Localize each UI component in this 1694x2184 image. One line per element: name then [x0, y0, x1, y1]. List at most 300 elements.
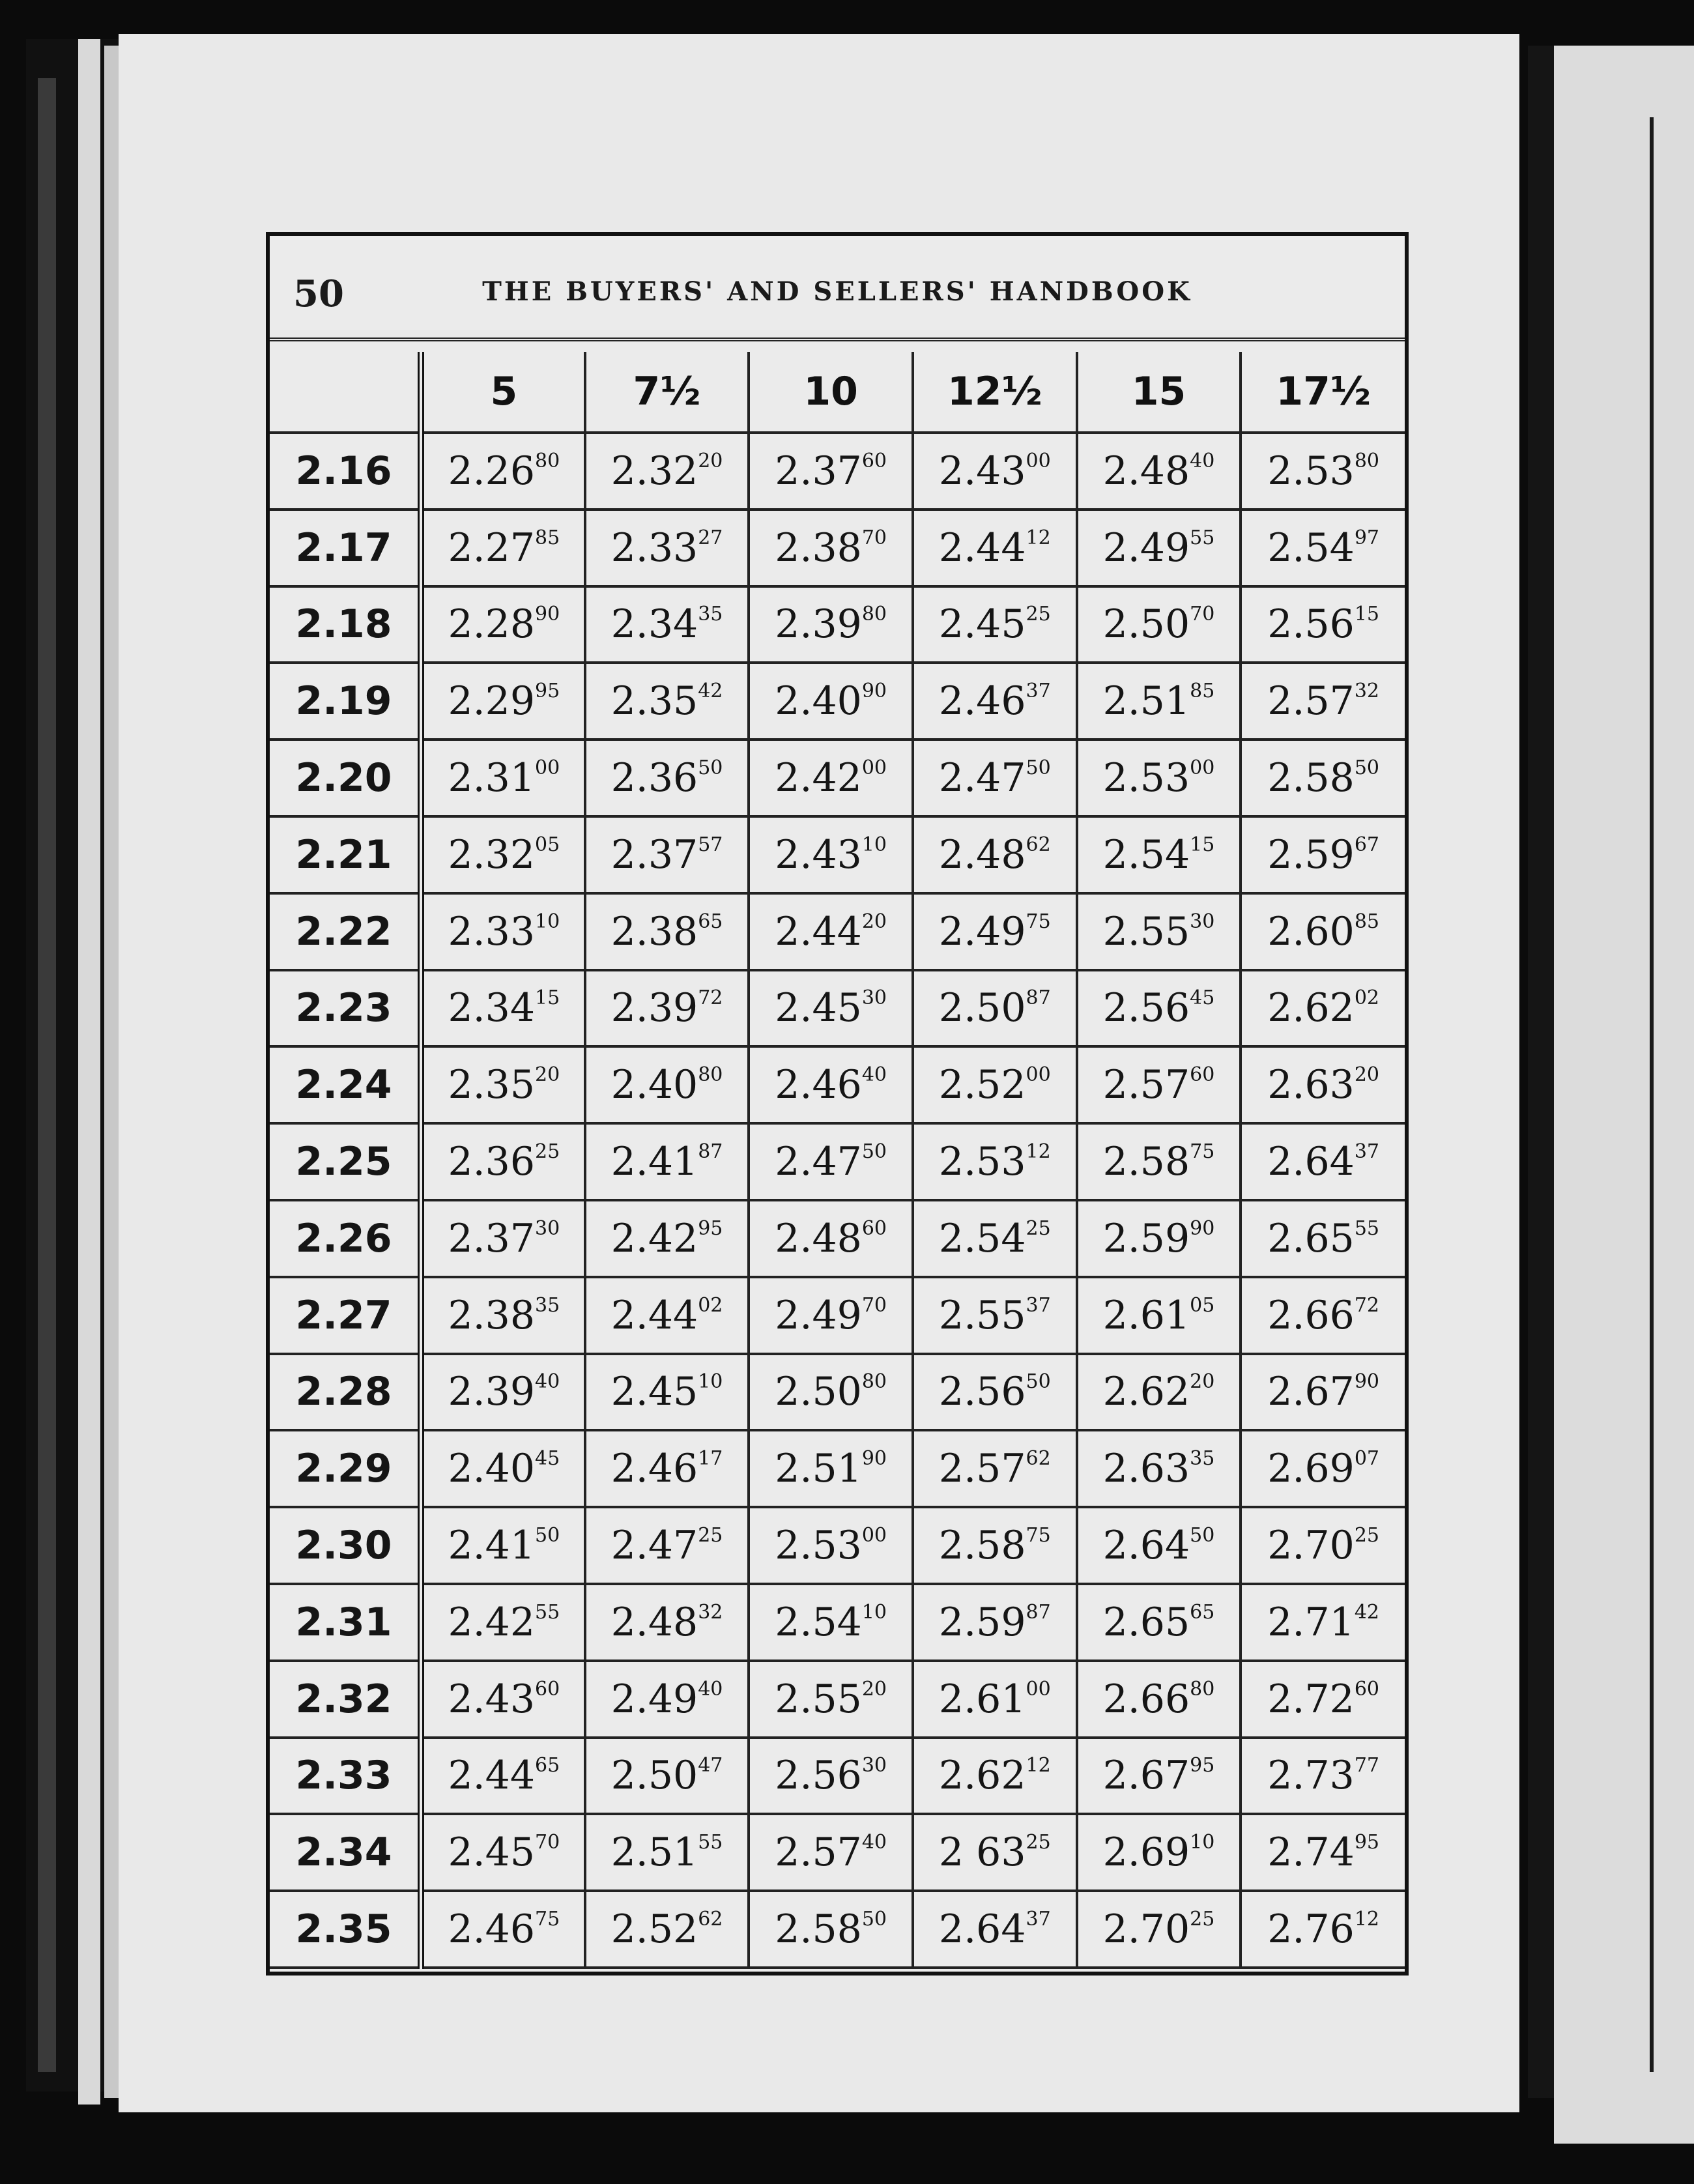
price-fraction: 00	[861, 1524, 887, 1547]
row-label: 2.33	[270, 1738, 421, 1815]
row-label: 2.22	[270, 893, 421, 970]
price-cell	[913, 1430, 1077, 1507]
price-fraction: 00	[535, 756, 560, 780]
price-fraction: 87	[1026, 1600, 1051, 1624]
price-cell	[421, 1738, 585, 1815]
price-dollars: 2.59	[1102, 1215, 1190, 1261]
price-cell	[1077, 586, 1241, 663]
row-label: 2.28	[270, 1354, 421, 1431]
table-row	[270, 1200, 1405, 1277]
price-fraction: 00	[861, 756, 887, 780]
price-fraction: 20	[698, 449, 723, 472]
page-header	[270, 236, 1405, 341]
price-cell	[1077, 1661, 1241, 1738]
price-fraction: 00	[1026, 449, 1051, 472]
price-cell	[913, 1814, 1077, 1891]
price-fraction: 20	[1354, 1063, 1380, 1087]
column-header-row	[270, 352, 1405, 433]
price-dollars: 2.73	[1267, 1753, 1355, 1799]
price-fraction: 37	[1026, 1908, 1051, 1931]
price-cell	[421, 1507, 585, 1584]
price-fraction: 45	[535, 1447, 560, 1471]
price-cell	[585, 433, 749, 510]
row-label: 2.34	[270, 1814, 421, 1891]
price-fraction: 42	[698, 680, 723, 703]
price-fraction: 55	[698, 1831, 723, 1854]
price-cell	[913, 816, 1077, 893]
price-fraction: 85	[1354, 910, 1380, 933]
price-cell	[913, 1891, 1077, 1968]
table-row	[270, 1277, 1405, 1354]
price-cell	[585, 740, 749, 816]
price-dollars: 2.49	[775, 1292, 862, 1338]
row-label: 2.25	[270, 1123, 421, 1200]
row-label: 2.30	[270, 1507, 421, 1584]
price-dollars: 2 63	[938, 1830, 1026, 1876]
price-cell	[1241, 1123, 1405, 1200]
price-cell	[749, 1200, 913, 1277]
price-fraction: 35	[535, 1293, 560, 1317]
price-dollars: 2.42	[775, 755, 862, 801]
price-fraction: 47	[698, 1754, 723, 1777]
price-cell	[585, 1277, 749, 1354]
price-cell	[749, 1661, 913, 1738]
price-fraction: 30	[535, 1216, 560, 1240]
price-fraction: 95	[1190, 1754, 1215, 1777]
price-cell	[1241, 510, 1405, 586]
price-fraction: 60	[1354, 1677, 1380, 1701]
table-row	[270, 740, 1405, 816]
price-fraction: 95	[535, 680, 560, 703]
price-dollars: 2.58	[1102, 1139, 1190, 1185]
price-dollars: 2.50	[1102, 601, 1190, 648]
price-fraction: 50	[698, 756, 723, 780]
price-cell	[585, 816, 749, 893]
price-dollars: 2.39	[448, 1369, 536, 1415]
price-dollars: 2.54	[938, 1215, 1026, 1261]
table-row	[270, 663, 1405, 740]
price-cell	[749, 510, 913, 586]
price-fraction: 17	[698, 1447, 723, 1471]
price-cell	[421, 740, 585, 816]
price-dollars: 2.59	[1267, 831, 1355, 878]
price-fraction: 90	[1354, 1370, 1380, 1394]
price-fraction: 67	[1354, 833, 1380, 856]
price-fraction: 40	[861, 1063, 887, 1087]
price-dollars: 2.36	[448, 1139, 536, 1185]
price-fraction: 80	[1190, 1677, 1215, 1701]
table-row	[270, 1584, 1405, 1661]
price-fraction: 10	[861, 833, 887, 856]
price-dollars: 2.44	[775, 908, 862, 955]
price-cell	[913, 740, 1077, 816]
price-cell	[1241, 1584, 1405, 1661]
price-cell	[749, 433, 913, 510]
price-fraction: 80	[1354, 449, 1380, 472]
row-label: 2.27	[270, 1277, 421, 1354]
price-dollars: 2.46	[610, 1446, 698, 1492]
price-fraction: 62	[1026, 1447, 1051, 1471]
price-cell	[421, 1200, 585, 1277]
price-cell	[421, 1584, 585, 1661]
price-cell	[585, 1738, 749, 1815]
price-cell	[913, 893, 1077, 970]
price-fraction: 37	[1354, 1140, 1380, 1164]
price-cell	[585, 1430, 749, 1507]
price-fraction: 50	[1026, 756, 1051, 780]
price-dollars: 2.62	[1267, 985, 1355, 1031]
row-label: 2.32	[270, 1661, 421, 1738]
price-fraction: 10	[535, 910, 560, 933]
price-dollars: 2.70	[1267, 1523, 1355, 1569]
price-dollars: 2.45	[938, 601, 1026, 648]
row-label: 2.18	[270, 586, 421, 663]
price-dollars: 2.61	[938, 1676, 1026, 1722]
price-dollars: 2.67	[1267, 1369, 1355, 1415]
price-cell	[585, 970, 749, 1047]
row-label: 2.31	[270, 1584, 421, 1661]
price-cell	[749, 663, 913, 740]
facing-page	[1554, 46, 1694, 2144]
price-cell	[585, 1661, 749, 1738]
price-dollars: 2.43	[448, 1676, 536, 1722]
price-dollars: 2.48	[610, 1599, 698, 1645]
price-fraction: 12	[1354, 1908, 1380, 1931]
price-fraction: 12	[1026, 1140, 1051, 1164]
price-dollars: 2.64	[1267, 1139, 1355, 1185]
price-cell	[1241, 816, 1405, 893]
price-fraction: 50	[535, 1524, 560, 1547]
price-dollars: 2.55	[775, 1676, 862, 1722]
price-fraction: 70	[1190, 603, 1215, 626]
price-cell	[1241, 1354, 1405, 1431]
price-cell	[913, 1661, 1077, 1738]
price-dollars: 2.58	[938, 1523, 1026, 1569]
table-row	[270, 1430, 1405, 1507]
price-cell	[749, 893, 913, 970]
price-dollars: 2.46	[775, 1062, 862, 1108]
price-cell	[585, 1354, 749, 1431]
price-dollars: 2.41	[610, 1139, 698, 1185]
column-header: 10	[749, 352, 913, 433]
price-fraction: 72	[698, 986, 723, 1010]
price-cell	[1077, 1354, 1241, 1431]
price-fraction: 32	[1354, 680, 1380, 703]
price-fraction: 20	[861, 910, 887, 933]
price-fraction: 50	[1026, 1370, 1051, 1394]
table-row	[270, 1738, 1405, 1815]
price-dollars: 2.57	[775, 1830, 862, 1876]
price-cell	[1077, 740, 1241, 816]
price-fraction: 25	[1026, 603, 1051, 626]
price-fraction: 55	[1354, 1216, 1380, 1240]
price-cell	[421, 1430, 585, 1507]
price-cell	[585, 1584, 749, 1661]
price-cell	[1241, 663, 1405, 740]
price-cell	[1241, 433, 1405, 510]
price-fraction: 40	[1190, 449, 1215, 472]
price-cell	[421, 663, 585, 740]
price-dollars: 2.65	[1267, 1215, 1355, 1261]
price-cell	[1241, 1277, 1405, 1354]
price-dollars: 2.51	[1102, 678, 1190, 725]
price-dollars: 2.61	[1102, 1292, 1190, 1338]
price-fraction: 00	[1026, 1063, 1051, 1087]
price-fraction: 20	[535, 1063, 560, 1087]
price-fraction: 80	[861, 1370, 887, 1394]
price-fraction: 80	[698, 1063, 723, 1087]
price-dollars: 2.62	[938, 1753, 1026, 1799]
table-row	[270, 1814, 1405, 1891]
price-dollars: 2.36	[610, 755, 698, 801]
price-fraction: 90	[861, 1447, 887, 1471]
price-dollars: 2.49	[938, 908, 1026, 955]
price-dollars: 2.41	[448, 1523, 536, 1569]
price-cell	[1077, 1738, 1241, 1815]
price-dollars: 2.40	[448, 1446, 536, 1492]
price-cell	[585, 586, 749, 663]
column-header: 17½	[1241, 352, 1405, 433]
price-cell	[1241, 1738, 1405, 1815]
price-cell	[1241, 1046, 1405, 1123]
price-cell	[1077, 1123, 1241, 1200]
price-cell	[1077, 1507, 1241, 1584]
table-row	[270, 1507, 1405, 1584]
price-dollars: 2.53	[775, 1523, 862, 1569]
price-dollars: 2.70	[1102, 1906, 1190, 1953]
price-cell	[1241, 1430, 1405, 1507]
price-dollars: 2.57	[1267, 678, 1355, 725]
row-label: 2.19	[270, 663, 421, 740]
price-fraction: 25	[698, 1524, 723, 1547]
table-row	[270, 510, 1405, 586]
price-dollars: 2.45	[775, 985, 862, 1031]
price-cell	[1077, 510, 1241, 586]
price-cell	[1077, 1430, 1241, 1507]
price-cell	[421, 1661, 585, 1738]
price-dollars: 2.57	[938, 1446, 1026, 1492]
price-fraction: 60	[535, 1677, 560, 1701]
price-cell	[421, 1891, 585, 1968]
price-dollars: 2.45	[610, 1369, 698, 1415]
price-dollars: 2.40	[775, 678, 862, 725]
price-dollars: 2.32	[448, 831, 536, 878]
price-fraction: 35	[1190, 1447, 1215, 1471]
price-cell	[749, 816, 913, 893]
table-row	[270, 893, 1405, 970]
price-cell	[585, 1891, 749, 1968]
price-cell	[421, 816, 585, 893]
price-dollars: 2.27	[448, 524, 536, 571]
price-cell	[913, 663, 1077, 740]
price-dollars: 2.35	[448, 1062, 536, 1108]
price-dollars: 2.43	[775, 831, 862, 878]
price-cell	[585, 1046, 749, 1123]
price-cell	[913, 1123, 1077, 1200]
price-fraction: 15	[535, 986, 560, 1010]
price-dollars: 2.45	[448, 1830, 536, 1876]
price-dollars: 2.53	[1267, 448, 1355, 494]
price-fraction: 40	[698, 1677, 723, 1701]
price-fraction: 70	[861, 526, 887, 549]
price-fraction: 97	[1354, 526, 1380, 549]
price-fraction: 30	[1190, 910, 1215, 933]
price-dollars: 2.28	[448, 601, 536, 648]
price-fraction: 05	[1190, 1293, 1215, 1317]
price-dollars: 2.53	[1102, 755, 1190, 801]
price-fraction: 25	[1026, 1216, 1051, 1240]
price-cell	[421, 586, 585, 663]
price-fraction: 80	[861, 603, 887, 626]
price-cell	[913, 433, 1077, 510]
price-cell	[1241, 1661, 1405, 1738]
row-label: 2.21	[270, 816, 421, 893]
price-cell	[1241, 586, 1405, 663]
price-dollars: 2.53	[938, 1139, 1026, 1185]
price-dollars: 2.38	[775, 524, 862, 571]
price-dollars: 2.39	[610, 985, 698, 1031]
price-cell	[421, 1123, 585, 1200]
price-dollars: 2.48	[1102, 448, 1190, 494]
price-fraction: 90	[861, 680, 887, 703]
row-label: 2.16	[270, 433, 421, 510]
price-dollars: 2.52	[610, 1906, 698, 1953]
price-fraction: 50	[861, 1140, 887, 1164]
price-fraction: 95	[698, 1216, 723, 1240]
price-cell	[1077, 893, 1241, 970]
price-fraction: 07	[1354, 1447, 1380, 1471]
price-fraction: 30	[861, 986, 887, 1010]
price-fraction: 85	[535, 526, 560, 549]
price-cell	[913, 1738, 1077, 1815]
table-row	[270, 970, 1405, 1047]
price-dollars: 2.59	[938, 1599, 1026, 1645]
price-fraction: 70	[861, 1293, 887, 1317]
price-cell	[585, 1123, 749, 1200]
price-cell	[913, 1354, 1077, 1431]
price-fraction: 00	[1190, 756, 1215, 780]
table-row	[270, 1354, 1405, 1431]
price-dollars: 2.34	[610, 601, 698, 648]
price-fraction: 50	[1190, 1524, 1215, 1547]
price-dollars: 2.67	[1102, 1753, 1190, 1799]
price-dollars: 2.40	[610, 1062, 698, 1108]
price-cell	[1241, 1814, 1405, 1891]
price-fraction: 25	[1354, 1524, 1380, 1547]
price-fraction: 45	[1190, 986, 1215, 1010]
price-fraction: 05	[535, 833, 560, 856]
price-fraction: 50	[861, 1908, 887, 1931]
price-dollars: 2.64	[1102, 1523, 1190, 1569]
row-label: 2.17	[270, 510, 421, 586]
price-dollars: 2.56	[1102, 985, 1190, 1031]
price-cell	[1241, 970, 1405, 1047]
price-cell	[913, 1046, 1077, 1123]
price-fraction: 87	[698, 1140, 723, 1164]
page-edge-inner	[104, 46, 119, 2098]
price-dollars: 2.44	[448, 1753, 536, 1799]
facing-page-rule	[1650, 117, 1654, 2072]
price-dollars: 2.33	[610, 524, 698, 571]
price-dollars: 2.50	[610, 1753, 698, 1799]
price-dollars: 2.54	[1267, 524, 1355, 571]
price-dollars: 2.64	[938, 1906, 1026, 1953]
price-table	[270, 352, 1405, 1969]
row-label: 2.26	[270, 1200, 421, 1277]
price-dollars: 2.38	[448, 1292, 536, 1338]
row-label: 2.23	[270, 970, 421, 1047]
price-dollars: 2.47	[610, 1523, 698, 1569]
row-label: 2.29	[270, 1430, 421, 1507]
price-dollars: 2.58	[775, 1906, 862, 1953]
price-fraction: 40	[535, 1370, 560, 1394]
price-dollars: 2.32	[610, 448, 698, 494]
running-title: THE BUYERS' AND SELLERS' HANDBOOK	[482, 276, 1192, 307]
price-cell	[421, 1354, 585, 1431]
price-cell	[913, 1507, 1077, 1584]
price-cell	[749, 1814, 913, 1891]
price-dollars: 2.51	[610, 1830, 698, 1876]
price-fraction: 72	[1354, 1293, 1380, 1317]
price-dollars: 2.47	[775, 1139, 862, 1185]
table-frame	[266, 232, 1409, 1976]
price-cell	[749, 1891, 913, 1968]
price-cell	[1077, 433, 1241, 510]
price-fraction: 25	[535, 1140, 560, 1164]
price-fraction: 75	[1026, 910, 1051, 933]
price-cell	[749, 1046, 913, 1123]
price-fraction: 37	[1026, 680, 1051, 703]
price-dollars: 2.74	[1267, 1830, 1355, 1876]
price-fraction: 55	[535, 1600, 560, 1624]
price-fraction: 10	[861, 1600, 887, 1624]
price-fraction: 80	[535, 449, 560, 472]
price-cell	[1241, 740, 1405, 816]
price-dollars: 2.69	[1267, 1446, 1355, 1492]
price-dollars: 2.76	[1267, 1906, 1355, 1953]
price-fraction: 62	[698, 1908, 723, 1931]
price-fraction: 60	[1190, 1063, 1215, 1087]
price-dollars: 2.48	[938, 831, 1026, 878]
price-fraction: 37	[1026, 1293, 1051, 1317]
price-cell	[1077, 1046, 1241, 1123]
price-cell	[1077, 1891, 1241, 1968]
price-fraction: 65	[698, 910, 723, 933]
row-label: 2.35	[270, 1891, 421, 1968]
price-fraction: 75	[1190, 1140, 1215, 1164]
price-fraction: 95	[1354, 1831, 1380, 1854]
price-dollars: 2.33	[448, 908, 536, 955]
price-fraction: 60	[861, 1216, 887, 1240]
price-cell	[913, 586, 1077, 663]
table-body	[270, 433, 1405, 1968]
price-dollars: 2.56	[938, 1369, 1026, 1415]
price-dollars: 2.47	[938, 755, 1026, 801]
price-dollars: 2.46	[938, 678, 1026, 725]
price-cell	[1077, 1814, 1241, 1891]
price-dollars: 2.63	[1267, 1062, 1355, 1108]
price-cell	[1077, 663, 1241, 740]
price-fraction: 75	[535, 1908, 560, 1931]
price-fraction: 40	[861, 1831, 887, 1854]
price-dollars: 2.49	[1102, 524, 1190, 571]
price-fraction: 65	[1190, 1600, 1215, 1624]
column-header: 15	[1077, 352, 1241, 433]
price-cell	[913, 510, 1077, 586]
table-row	[270, 816, 1405, 893]
price-fraction: 50	[1354, 756, 1380, 780]
price-fraction: 35	[698, 603, 723, 626]
